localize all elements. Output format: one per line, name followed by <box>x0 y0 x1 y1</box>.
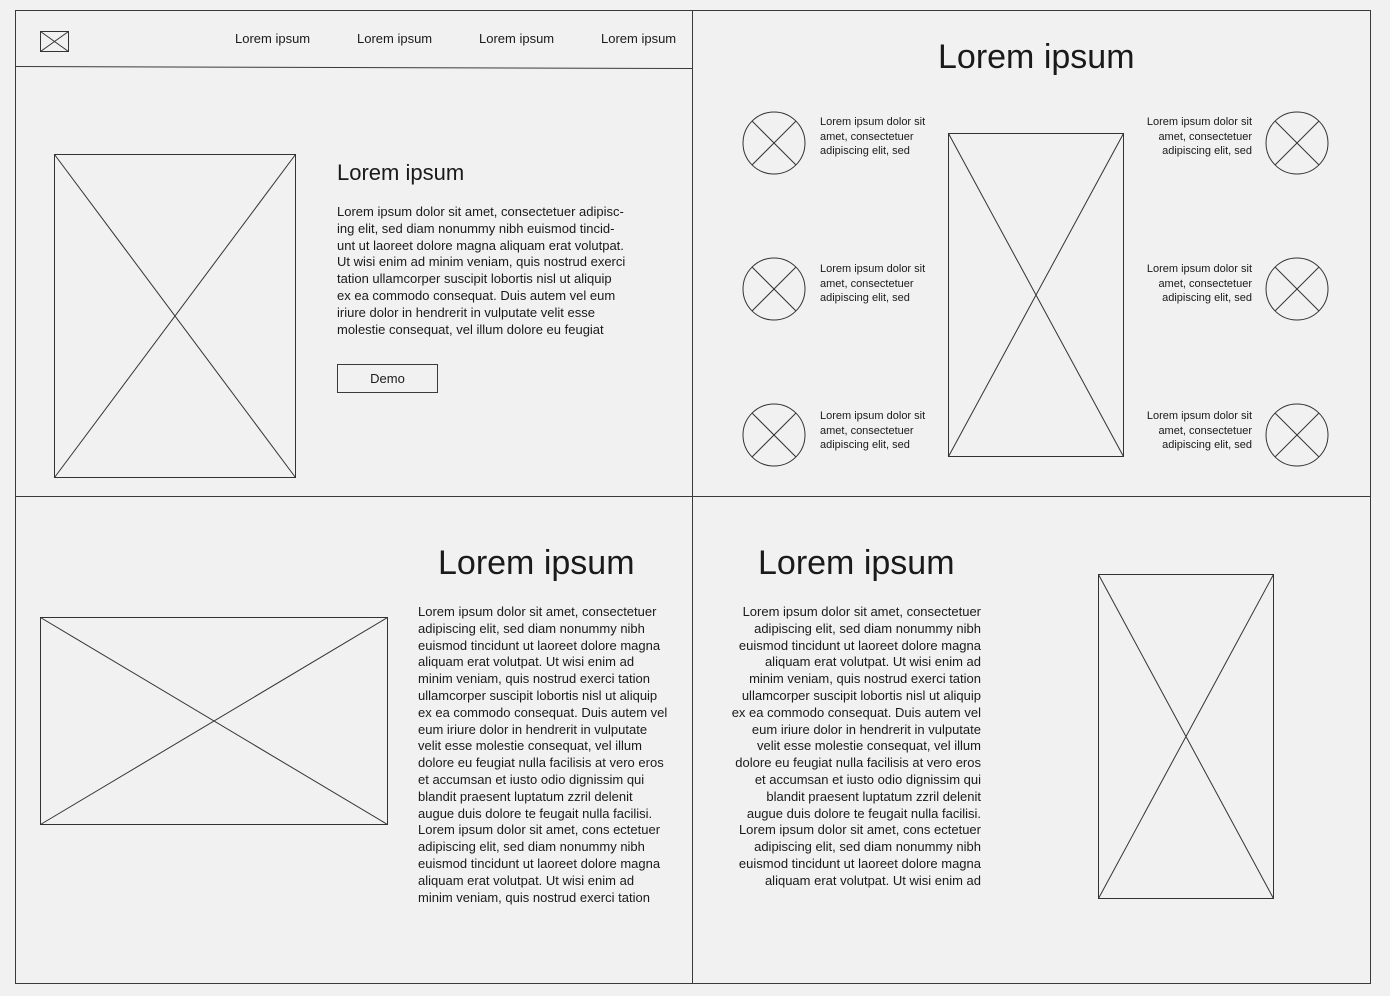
section3-line: minim veniam, quis nostrud exerci tation <box>418 889 650 905</box>
hero-title: Lorem ipsum <box>337 160 465 185</box>
hero-text-line: iriure dolor in hendrerit in vulputate velit esse <box>337 304 595 320</box>
feature-icon-placeholder <box>1264 256 1330 322</box>
section3-text <box>418 604 683 906</box>
feature-line: adipiscing elit, sed <box>1162 292 1252 304</box>
feature-icon-placeholder <box>1264 110 1330 176</box>
section3-line: blandit praesent luptatum zzril delenit <box>418 788 633 804</box>
hero-text <box>337 204 657 338</box>
feature-text <box>1137 409 1252 453</box>
section3-line: euismod tincidunt ut laoreet dolore magna <box>418 855 661 871</box>
hero-image-placeholder <box>54 154 297 480</box>
features-image-placeholder <box>948 133 1125 459</box>
feature-text <box>820 262 935 306</box>
feature-text <box>1137 115 1252 159</box>
section4-line: dolore eu feugiat nulla facilisis at vero eros <box>735 755 981 771</box>
nav-item-4[interactable]: Lorem ipsum <box>601 31 677 46</box>
section3-line: ex ea commodo consequat. Duis autem vel <box>418 704 668 720</box>
feature-line: amet, consectetuer <box>820 277 914 290</box>
nav-item-2[interactable]: Lorem ipsum <box>357 31 433 46</box>
feature-text <box>1137 262 1252 306</box>
feature-icon-placeholder <box>741 110 807 176</box>
feature-text <box>820 115 935 159</box>
vertical-divider <box>692 10 693 984</box>
section4-line: euismod tincidunt ut laoreet dolore magna <box>738 637 981 653</box>
section3-line: aliquam erat volutpat. Ut wisi enim ad <box>418 654 635 670</box>
feature-line: adipiscing elit, sed <box>1162 439 1252 451</box>
envelope-icon[interactable] <box>40 31 70 53</box>
section3-line: ullamcorper suscipit lobortis nisl ut aliquip <box>418 687 658 703</box>
section3-line: adipiscing elit, sed diam nonummy nibh <box>418 620 645 636</box>
section4-line: adipiscing elit, sed diam nonummy nibh <box>754 839 981 855</box>
section3-title: Lorem ipsum <box>438 544 635 582</box>
feature-line: Lorem ipsum dolor sit <box>1146 116 1252 128</box>
section4-line: velit esse molestie consequat, vel illum <box>757 738 981 754</box>
section4-line: blandit praesent luptatum zzril delenit <box>766 788 981 804</box>
section4-title: Lorem ipsum <box>758 544 955 582</box>
hero-text-line: ex ea commodo consequat. Duis autem vel eum <box>337 287 616 303</box>
hero-text-line: Ut wisi enim ad minim veniam, quis nostrud exerci <box>337 254 626 270</box>
feature-line: Lorem ipsum dolor sit <box>820 410 926 422</box>
feature-line: amet, consectetuer <box>1158 277 1252 290</box>
section4-line: adipiscing elit, sed diam nonummy nibh <box>754 620 981 636</box>
hero-text-line: tation ullamcorper suscipit lobortis nisl ut aliquip <box>337 271 612 287</box>
hero-text-line: Lorem ipsum dolor sit amet, consectetuer adipisc- <box>337 204 624 219</box>
hero-text-line: ing elit, sed diam nonummy nibh euismod tincid- <box>337 220 615 236</box>
section4-line: ullamcorper suscipit lobortis nisl ut aliquip <box>741 687 981 703</box>
feature-line: Lorem ipsum dolor sit <box>820 263 926 275</box>
section4-line: Lorem ipsum dolor sit amet, cons ectetuer <box>738 822 981 838</box>
feature-line: amet, consectetuer <box>1158 424 1252 437</box>
section3-line: adipiscing elit, sed diam nonummy nibh <box>418 839 645 855</box>
feature-icon-placeholder <box>1264 402 1330 468</box>
feature-icon-placeholder <box>741 402 807 468</box>
section4-line: ex ea commodo consequat. Duis autem vel <box>731 704 981 720</box>
feature-line: amet, consectetuer <box>820 130 914 143</box>
hero-text-line: molestie consequat, vel illum dolore eu feugiat <box>337 321 604 337</box>
section4-text <box>715 604 981 890</box>
features-title: Lorem ipsum <box>938 38 1135 76</box>
feature-line: amet, consectetuer <box>820 424 914 437</box>
feature-line: adipiscing elit, sed <box>820 439 910 451</box>
section4-image-placeholder <box>1098 574 1275 900</box>
nav-item-3[interactable]: Lorem ipsum <box>479 31 555 46</box>
section4-line: euismod tincidunt ut laoreet dolore magna <box>738 855 981 871</box>
section4-line: aliquam erat volutpat. Ut wisi enim ad <box>764 654 981 670</box>
section3-line: augue duis dolore te feugait nulla facilisi. <box>418 805 653 821</box>
feature-line: adipiscing elit, sed <box>1162 145 1252 157</box>
section3-line: Lorem ipsum dolor sit amet, cons ectetuer <box>418 822 661 838</box>
section4-line: aliquam erat volutpat. Ut wisi enim ad <box>764 872 981 888</box>
nav-item-1[interactable]: Lorem ipsum <box>235 31 311 46</box>
feature-text <box>820 409 935 453</box>
feature-line: adipiscing elit, sed <box>820 145 910 157</box>
section3-line: aliquam erat volutpat. Ut wisi enim ad <box>418 872 635 888</box>
section3-line: dolore eu feugiat nulla facilisis at vero eros <box>418 755 664 771</box>
feature-line: Lorem ipsum dolor sit <box>1146 410 1252 422</box>
section3-line: et accumsan et iusto odio dignissim qui <box>418 771 645 787</box>
feature-icon-placeholder <box>741 256 807 322</box>
horizontal-divider <box>15 496 1371 497</box>
section3-line: minim veniam, quis nostrud exerci tation <box>418 671 650 687</box>
section3-line: Lorem ipsum dolor sit amet, consectetuer <box>418 604 657 619</box>
section3-line: euismod tincidunt ut laoreet dolore magna <box>418 637 661 653</box>
feature-line: amet, consectetuer <box>1158 130 1252 143</box>
section3-line: velit esse molestie consequat, vel illum <box>418 738 642 754</box>
feature-line: Lorem ipsum dolor sit <box>1146 263 1252 275</box>
feature-line: adipiscing elit, sed <box>820 292 910 304</box>
section4-line: augue duis dolore te feugait nulla facilisi. <box>746 805 981 821</box>
feature-line: Lorem ipsum dolor sit <box>820 116 926 128</box>
section4-line: Lorem ipsum dolor sit amet, consectetuer <box>742 604 981 619</box>
section4-line: eum iriure dolor in hendrerit in vulputate <box>751 721 981 737</box>
section4-line: et accumsan et iusto odio dignissim qui <box>754 771 981 787</box>
section4-line: minim veniam, quis nostrud exerci tation <box>749 671 981 687</box>
section3-line: eum iriure dolor in hendrerit in vulputate <box>418 721 648 737</box>
hero-text-line: unt ut laoreet dolore magna aliquam erat volutpat. <box>337 237 624 253</box>
section3-image-placeholder <box>40 617 390 827</box>
demo-button[interactable]: Demo <box>337 364 438 393</box>
